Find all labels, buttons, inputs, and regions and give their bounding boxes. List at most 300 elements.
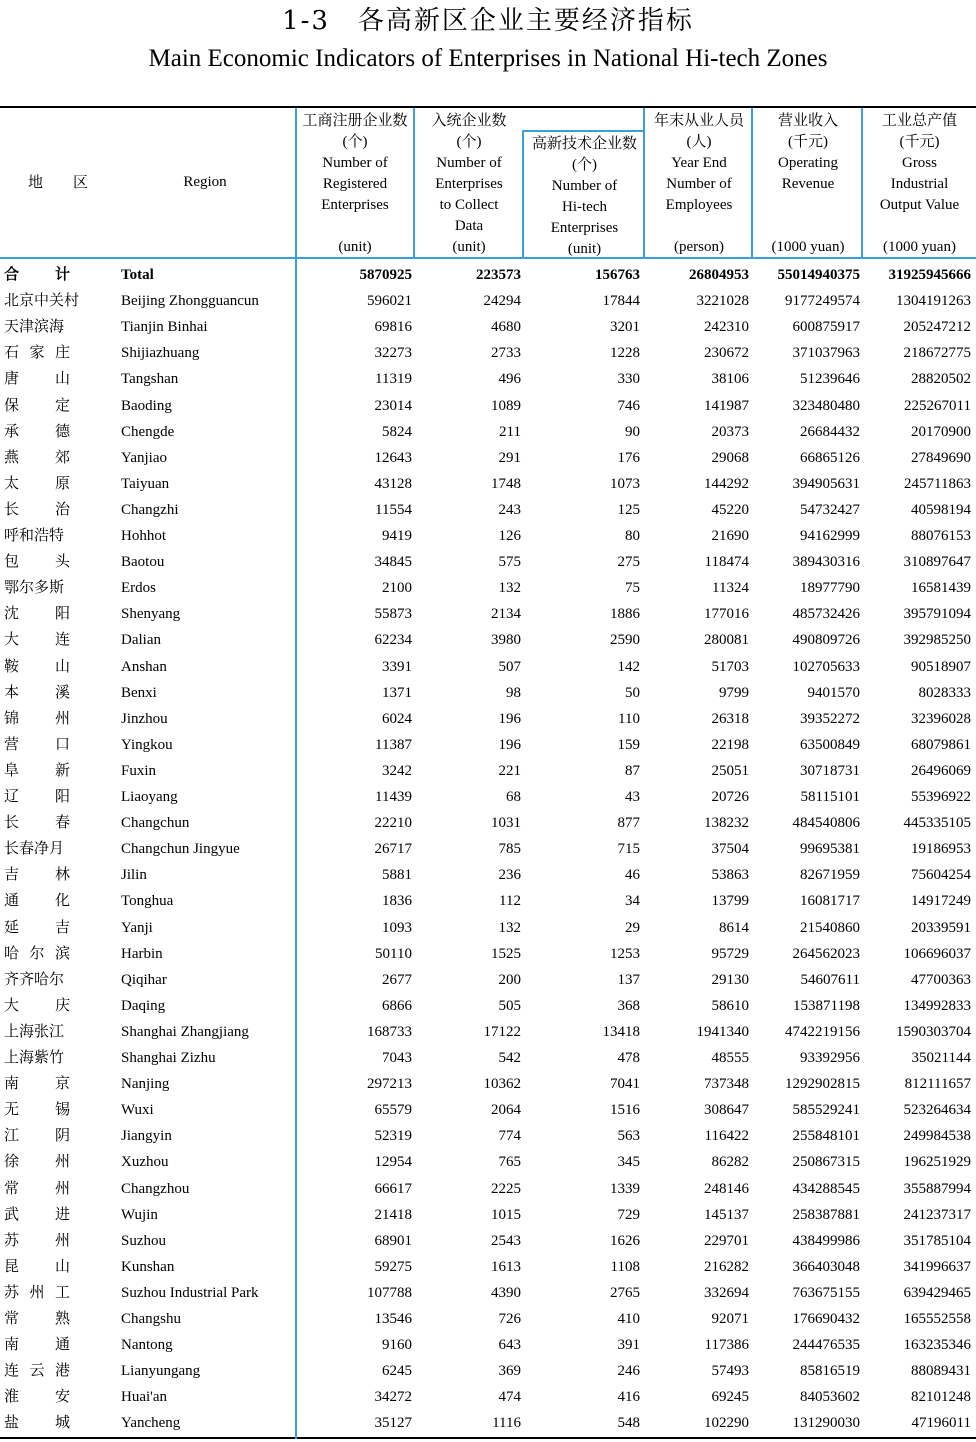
value-cell: 225267011 <box>904 397 971 414</box>
value-cell: 2733 <box>491 345 521 362</box>
table-row <box>0 1332 976 1358</box>
value-cell: 200 <box>498 971 521 988</box>
value-cell: 1525 <box>491 945 521 962</box>
value-cell: 34272 <box>374 1389 412 1406</box>
value-cell: 3391 <box>382 658 412 675</box>
value-cell: 92071 <box>711 1311 749 1327</box>
table-row <box>0 967 976 993</box>
value-cell: 763675155 <box>792 1284 860 1301</box>
value-cell: 8614 <box>719 919 749 936</box>
value-cell: 163235346 <box>903 1337 971 1354</box>
region-cn-cell: 燕 郊 <box>4 449 70 466</box>
value-cell: 275 <box>617 554 640 571</box>
value-cell: 40598194 <box>911 501 971 518</box>
value-cell: 1031 <box>491 815 521 832</box>
region-en-cell: Suzhou <box>121 1232 166 1249</box>
region-cn-cell: 本 溪 <box>4 684 70 701</box>
region-en-cell: Tangshan <box>121 371 179 388</box>
value-cell: 46 <box>625 867 640 884</box>
value-cell: 131290030 <box>792 1415 860 1432</box>
value-cell: 26318 <box>711 710 749 727</box>
value-cell: 332694 <box>704 1284 749 1301</box>
region-cn-cell: 承 德 <box>4 423 70 440</box>
table-row <box>0 1176 976 1202</box>
value-cell: 55873 <box>374 606 412 623</box>
value-cell: 812111657 <box>904 1076 971 1093</box>
value-cell: 216282 <box>704 1258 749 1275</box>
value-cell: 639429465 <box>903 1284 971 1301</box>
value-cell: 47700363 <box>911 971 971 988</box>
value-cell: 69816 <box>374 319 412 336</box>
value-cell: 1228 <box>610 345 640 362</box>
value-cell: 3221028 <box>696 293 749 310</box>
value-cell: 2677 <box>382 971 412 988</box>
header-operating-revenue: 营业收入 (千元) Operating Revenue (1000 yuan) <box>771 113 845 255</box>
region-en-cell: Wuxi <box>121 1102 154 1119</box>
table-row <box>0 523 976 549</box>
region-cn-cell: 延 吉 <box>4 919 70 936</box>
value-cell: 351785104 <box>903 1232 971 1249</box>
value-cell: 68079861 <box>911 736 971 753</box>
region-en-cell: Dalian <box>121 632 161 649</box>
value-cell: 6866 <box>382 997 412 1014</box>
value-cell: 3201 <box>610 319 640 336</box>
value-cell: 1015 <box>491 1206 521 1223</box>
value-cell: 54732427 <box>800 501 860 518</box>
table-row <box>0 575 976 601</box>
value-cell: 2064 <box>491 1102 521 1119</box>
value-cell: 392985250 <box>903 632 971 649</box>
value-cell: 563 <box>617 1128 640 1145</box>
value-cell: 85816519 <box>800 1363 860 1380</box>
value-cell: 11387 <box>375 736 412 753</box>
region-cn-cell: 鞍 山 <box>4 658 70 675</box>
value-cell: 21540860 <box>800 919 860 936</box>
region-en-cell: Baotou <box>121 554 165 571</box>
value-cell: 144292 <box>704 475 749 492</box>
table-row <box>0 1019 976 1045</box>
value-cell: 32396028 <box>911 710 971 727</box>
region-en-cell: Changchun <box>121 815 190 832</box>
region-en-cell: Huai'an <box>121 1389 168 1406</box>
value-cell: 118474 <box>704 554 749 571</box>
region-en-cell: Baoding <box>121 397 172 414</box>
region-cn-cell: 齐齐哈尔 <box>4 971 65 988</box>
table-row <box>0 1358 976 1384</box>
value-cell: 1292902815 <box>785 1076 860 1093</box>
value-cell: 75604254 <box>911 867 971 884</box>
region-cn-cell: 长 治 <box>4 501 70 518</box>
region-cn-cell: 长 春 <box>4 815 70 832</box>
value-cell: 395791094 <box>903 606 971 623</box>
region-en-cell: Hohhot <box>121 528 166 544</box>
table-row <box>0 393 976 419</box>
value-cell: 3980 <box>491 632 521 649</box>
value-cell: 196251929 <box>903 1154 971 1171</box>
value-cell: 2590 <box>610 632 640 649</box>
value-cell: 221 <box>498 762 521 779</box>
value-cell: 22210 <box>374 815 412 832</box>
value-cell: 98 <box>506 684 521 701</box>
region-en-cell: Changzhou <box>121 1180 190 1197</box>
value-cell: 84053602 <box>800 1389 860 1406</box>
value-cell: 51239646 <box>800 371 860 388</box>
value-cell: 126 <box>498 528 521 544</box>
value-cell: 29130 <box>711 971 749 988</box>
region-cn-cell: 辽 阳 <box>4 789 70 805</box>
region-en-cell: Jinzhou <box>121 710 168 727</box>
region-cn-cell: 呼和浩特 <box>4 528 65 544</box>
region-en-cell: Tianjin Binhai <box>121 319 208 336</box>
value-cell: 11319 <box>375 371 412 388</box>
value-cell: 505 <box>498 997 521 1014</box>
value-cell: 726 <box>498 1311 521 1327</box>
value-cell: 368 <box>617 997 640 1014</box>
value-cell: 13799 <box>711 893 749 910</box>
value-cell: 223573 <box>476 267 521 283</box>
value-cell: 5870925 <box>359 267 412 283</box>
region-en-cell: Beijing Zhongguancun <box>121 293 259 310</box>
region-cn-cell: 大 连 <box>4 632 70 649</box>
value-cell: 31925945666 <box>888 267 971 283</box>
region-en-cell: Erdos <box>121 580 156 597</box>
value-cell: 59275 <box>374 1258 412 1275</box>
value-cell: 9799 <box>719 684 749 701</box>
value-cell: 54607611 <box>800 971 860 988</box>
value-cell: 774 <box>498 1128 521 1145</box>
table-row <box>0 1071 976 1097</box>
value-cell: 34845 <box>374 554 412 571</box>
value-cell: 9401570 <box>807 684 860 701</box>
region-en-cell: Daqing <box>121 997 166 1014</box>
value-cell: 596021 <box>367 293 412 310</box>
value-cell: 176 <box>617 449 640 466</box>
value-cell: 86282 <box>711 1154 749 1171</box>
region-cn-cell: 常 熟 <box>4 1311 70 1327</box>
value-cell: 24294 <box>483 293 521 310</box>
value-cell: 145137 <box>704 1206 749 1223</box>
value-cell: 1108 <box>610 1258 640 1275</box>
value-cell: 246 <box>617 1363 640 1380</box>
value-cell: 168733 <box>367 1023 412 1040</box>
value-cell: 244476535 <box>792 1337 860 1354</box>
value-cell: 410 <box>617 1311 640 1327</box>
value-cell: 17122 <box>483 1023 521 1040</box>
region-en-cell: Wujin <box>121 1206 158 1223</box>
value-cell: 58610 <box>711 997 749 1014</box>
value-cell: 20170900 <box>911 423 971 440</box>
value-cell: 2134 <box>491 606 521 623</box>
value-cell: 371037963 <box>792 345 860 362</box>
value-cell: 877 <box>617 815 640 832</box>
table-row <box>0 810 976 836</box>
value-cell: 53863 <box>711 867 749 884</box>
value-cell: 230672 <box>704 345 749 362</box>
value-cell: 107788 <box>367 1284 412 1301</box>
value-cell: 345 <box>617 1154 640 1171</box>
region-en-cell: Shenyang <box>121 606 181 623</box>
value-cell: 243 <box>498 501 521 518</box>
value-cell: 1093 <box>382 919 412 936</box>
region-cn-cell: 锦 州 <box>4 710 70 727</box>
value-cell: 394905631 <box>792 475 860 492</box>
header-gross-industrial-output: 工业总产值 (千元) Gross Industrial Output Value (1000 yuan) <box>879 113 960 255</box>
value-cell: 12643 <box>374 449 412 466</box>
value-cell: 58115101 <box>800 789 860 805</box>
region-cn-cell: 天津滨海 <box>4 319 65 336</box>
value-cell: 2100 <box>382 580 412 597</box>
table-row <box>0 1254 976 1280</box>
value-cell: 132 <box>498 580 521 597</box>
region-cn-cell: 上海紫竹 <box>4 1050 65 1066</box>
header-enterprises-to-collect: 入统企业数 (个) Number of Enterprises to Collect Data (unit) <box>431 113 507 255</box>
table-row <box>0 1097 976 1123</box>
value-cell: 11324 <box>712 580 749 597</box>
region-en-cell: Yanjiao <box>121 449 167 466</box>
region-cn-cell: 保 定 <box>4 397 70 414</box>
region-en-cell: Total <box>121 267 154 283</box>
table-row <box>0 888 976 914</box>
header-region-en: Region <box>183 174 227 190</box>
value-cell: 23014 <box>374 397 412 414</box>
table-row <box>0 915 976 941</box>
table-row <box>0 1384 976 1410</box>
value-cell: 785 <box>498 841 521 858</box>
value-cell: 1116 <box>492 1415 521 1432</box>
region-cn-cell: 昆 山 <box>4 1258 70 1275</box>
table-row <box>0 627 976 653</box>
region-en-cell: Shanghai Zizhu <box>121 1050 216 1066</box>
value-cell: 51703 <box>711 658 749 675</box>
value-cell: 110 <box>618 710 640 727</box>
table-row <box>0 784 976 810</box>
value-cell: 1089 <box>491 397 521 414</box>
table-row <box>0 471 976 497</box>
value-cell: 242310 <box>704 319 749 336</box>
table-row <box>0 1228 976 1254</box>
region-cn-cell: 阜 新 <box>4 762 70 779</box>
region-en-cell: Yingkou <box>121 736 173 753</box>
value-cell: 1516 <box>610 1102 640 1119</box>
value-cell: 93392956 <box>800 1050 860 1066</box>
region-cn-cell: 哈 尔 滨 <box>4 945 70 962</box>
value-cell: 438499986 <box>792 1232 860 1249</box>
value-cell: 43128 <box>374 475 412 492</box>
region-cn-cell: 长春净月 <box>4 841 65 858</box>
region-en-cell: Shanghai Zhangjiang <box>121 1023 249 1040</box>
region-cn-cell: 通 化 <box>4 893 70 910</box>
value-cell: 38106 <box>711 371 749 388</box>
value-cell: 737348 <box>704 1076 749 1093</box>
value-cell: 45220 <box>711 501 749 518</box>
value-cell: 13418 <box>602 1023 640 1040</box>
value-cell: 57493 <box>711 1363 749 1380</box>
region-cn-cell: 无 锡 <box>4 1102 70 1119</box>
region-cn-cell: 常 州 <box>4 1180 70 1197</box>
value-cell: 21690 <box>711 528 749 544</box>
value-cell: 1304191263 <box>896 293 971 310</box>
table-row <box>0 1410 976 1436</box>
value-cell: 82101248 <box>911 1389 971 1406</box>
page-title-chinese: 1-3 各高新区企业主要经济指标 <box>282 6 694 36</box>
region-cn-cell: 淮 安 <box>4 1389 70 1406</box>
value-cell: 1613 <box>491 1258 521 1275</box>
value-cell: 507 <box>498 658 521 675</box>
value-cell: 308647 <box>704 1102 749 1119</box>
value-cell: 366403048 <box>792 1258 860 1275</box>
value-cell: 94162999 <box>800 528 860 544</box>
value-cell: 20726 <box>711 789 749 805</box>
value-cell: 90 <box>625 423 640 440</box>
region-cn-cell: 上海张江 <box>4 1023 65 1040</box>
value-cell: 159 <box>617 736 640 753</box>
table-row <box>0 549 976 575</box>
table-row <box>0 680 976 706</box>
value-cell: 205247212 <box>903 319 971 336</box>
table-row <box>0 732 976 758</box>
table-row <box>0 706 976 732</box>
value-cell: 484540806 <box>792 815 860 832</box>
value-cell: 391 <box>617 1337 640 1354</box>
value-cell: 1073 <box>610 475 640 492</box>
region-en-cell: Qiqihar <box>121 971 167 988</box>
region-cn-cell: 连 云 港 <box>4 1363 70 1380</box>
header-registered-enterprises: 工商注册企业数 (个) Number of Registered Enterprises (unit) <box>302 113 408 255</box>
value-cell: 255848101 <box>792 1128 860 1145</box>
value-cell: 765 <box>498 1154 521 1171</box>
value-cell: 90518907 <box>911 658 971 675</box>
value-cell: 16581439 <box>911 580 971 597</box>
region-cn-cell: 唐 山 <box>4 371 70 388</box>
value-cell: 28820502 <box>911 371 971 388</box>
value-cell: 250867315 <box>792 1154 860 1171</box>
table-row <box>0 862 976 888</box>
region-en-cell: Taiyuan <box>121 475 170 492</box>
region-cn-cell: 苏 州 工 <box>4 1284 70 1301</box>
value-cell: 9177249574 <box>785 293 860 310</box>
region-cn-cell: 大 庆 <box>4 997 70 1014</box>
value-cell: 445335105 <box>903 815 971 832</box>
value-cell: 434288545 <box>792 1180 860 1197</box>
value-cell: 4680 <box>491 319 521 336</box>
value-cell: 142 <box>617 658 640 675</box>
value-cell: 248146 <box>704 1180 749 1197</box>
value-cell: 134992833 <box>903 997 971 1014</box>
value-cell: 323480480 <box>792 397 860 414</box>
header-year-end-employees: 年末从业人员 (人) Year End Number of Employees (person) <box>653 113 744 255</box>
value-cell: 117386 <box>704 1337 749 1354</box>
value-cell: 389430316 <box>792 554 860 571</box>
region-cn-cell: 徐 州 <box>4 1154 70 1171</box>
region-en-cell: Xuzhou <box>121 1154 169 1171</box>
table-row <box>0 419 976 445</box>
region-en-cell: Kunshan <box>121 1258 175 1275</box>
region-cn-cell: 合 计 <box>4 267 70 283</box>
value-cell: 32273 <box>374 345 412 362</box>
table-row <box>0 758 976 784</box>
value-cell: 575 <box>498 554 521 571</box>
header-region-cn: 地 区 <box>28 173 89 191</box>
value-cell: 264562023 <box>792 945 860 962</box>
table-row <box>0 340 976 366</box>
value-cell: 7041 <box>610 1076 640 1093</box>
value-cell: 153871198 <box>793 997 860 1014</box>
value-cell: 10362 <box>483 1076 521 1093</box>
value-cell: 112 <box>499 893 521 910</box>
region-en-cell: Benxi <box>121 684 157 701</box>
table-row <box>0 445 976 471</box>
value-cell: 55014940375 <box>777 267 860 283</box>
value-cell: 29 <box>625 919 640 936</box>
table-row <box>0 941 976 967</box>
table-row <box>0 314 976 340</box>
value-cell: 229701 <box>704 1232 749 1249</box>
value-cell: 27849690 <box>911 449 971 466</box>
value-cell: 1626 <box>610 1232 640 1249</box>
region-en-cell: Liaoyang <box>121 789 178 805</box>
region-cn-cell: 北京中关村 <box>4 293 80 310</box>
value-cell: 218672775 <box>903 345 971 362</box>
table-row <box>0 1123 976 1149</box>
value-cell: 6245 <box>382 1363 412 1380</box>
value-cell: 11554 <box>375 501 412 518</box>
value-cell: 258387881 <box>792 1206 860 1223</box>
value-cell: 245711863 <box>904 475 971 492</box>
region-en-cell: Fuxin <box>121 762 157 779</box>
value-cell: 490809726 <box>792 632 860 649</box>
table-row <box>0 1306 976 1332</box>
value-cell: 20373 <box>711 423 749 440</box>
header-hi-tech-enterprises: 高新技术企业数 (个) Number of Hi-tech Enterprises (unit) <box>531 136 637 257</box>
region-en-cell: Chengde <box>121 423 175 440</box>
value-cell: 88076153 <box>911 528 971 544</box>
value-cell: 330 <box>617 371 640 388</box>
value-cell: 20339591 <box>911 919 971 936</box>
region-en-cell: Lianyungang <box>121 1363 201 1380</box>
region-en-cell: Yancheng <box>121 1415 181 1432</box>
table-row <box>0 1202 976 1228</box>
value-cell: 196 <box>498 710 521 727</box>
value-cell: 102705633 <box>792 658 860 675</box>
region-en-cell: Harbin <box>121 945 163 962</box>
region-en-cell: Changzhi <box>121 501 179 518</box>
value-cell: 82671959 <box>800 867 860 884</box>
region-cn-cell: 吉 林 <box>4 867 70 884</box>
value-cell: 1590303704 <box>896 1023 971 1040</box>
value-cell: 523264634 <box>903 1102 971 1119</box>
value-cell: 141987 <box>704 397 749 414</box>
value-cell: 310897647 <box>903 554 971 571</box>
value-cell: 62234 <box>374 632 412 649</box>
value-cell: 1941340 <box>696 1023 749 1040</box>
value-cell: 7043 <box>382 1050 412 1066</box>
value-cell: 21418 <box>374 1206 412 1223</box>
value-cell: 485732426 <box>792 606 860 623</box>
region-cn-cell: 苏 州 <box>4 1232 70 1249</box>
region-cn-cell: 南 通 <box>4 1337 70 1354</box>
value-cell: 125 <box>617 501 640 518</box>
value-cell: 5881 <box>382 867 412 884</box>
value-cell: 4390 <box>491 1284 521 1301</box>
value-cell: 6024 <box>382 710 412 727</box>
value-cell: 95729 <box>711 945 749 962</box>
region-cn-cell: 太 原 <box>4 475 70 492</box>
region-en-cell: Changshu <box>121 1311 181 1327</box>
value-cell: 102290 <box>704 1415 749 1432</box>
value-cell: 156763 <box>595 267 640 283</box>
value-cell: 165552558 <box>903 1311 971 1327</box>
region-cn-cell: 包 头 <box>4 554 70 571</box>
